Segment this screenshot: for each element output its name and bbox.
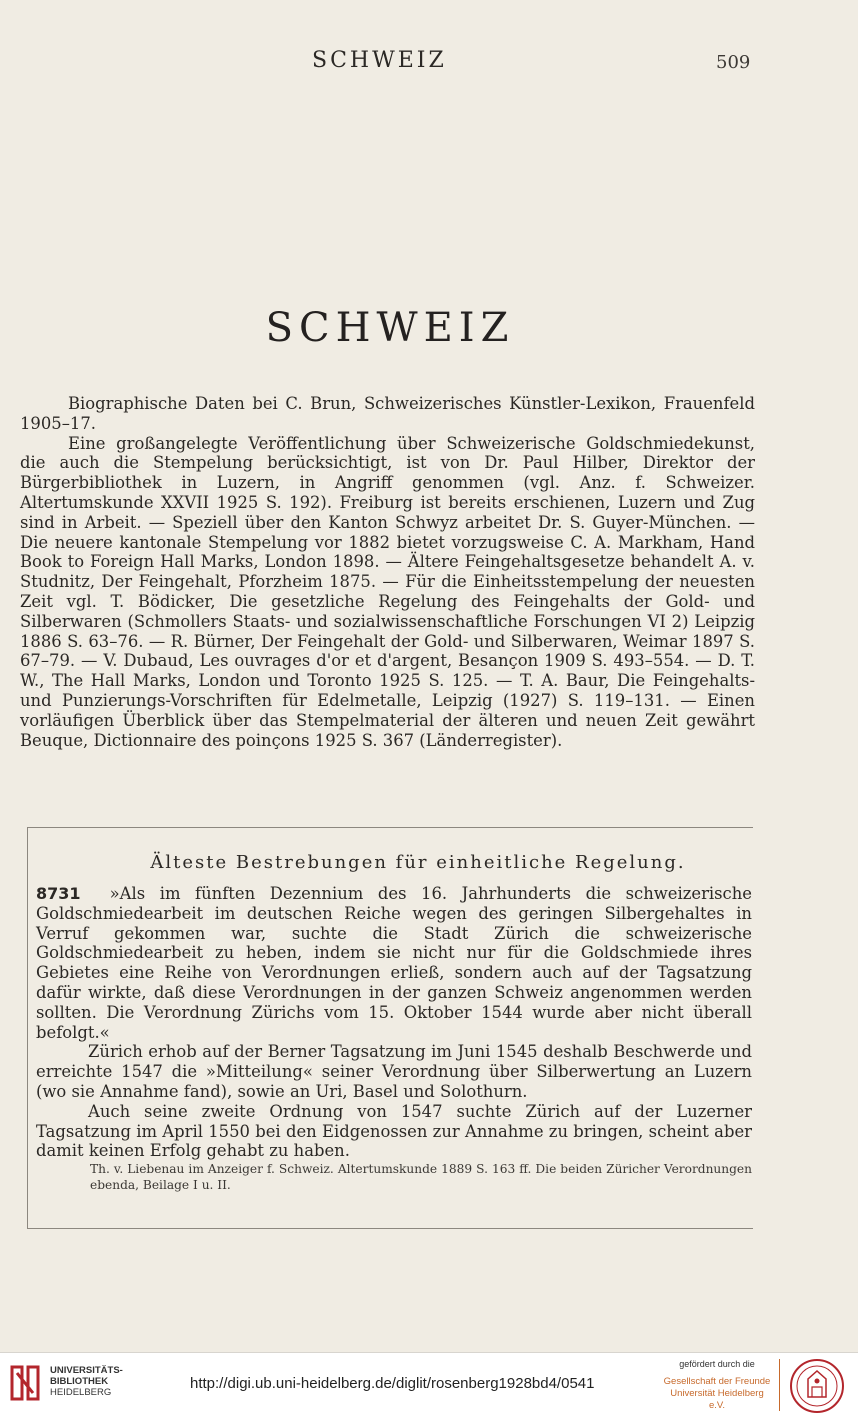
section-title: SCHWEIZ	[265, 305, 515, 351]
entry-paragraph: Auch seine zweite Ordnung von 1547 suchte Zürich auf der Luzerner Tagsatzung im April 1550 bei den Eidgenossen zur Annahme zu bringen, scheint aber damit keinen Erfolg gehabt zu haben.	[36, 1101, 752, 1161]
sponsor-label: gefördert durch die	[679, 1359, 755, 1369]
entry-box	[27, 827, 753, 1229]
intro-text	[20, 394, 755, 750]
library-name-line: UNIVERSITÄTS-	[50, 1365, 123, 1376]
permalink[interactable]: http://digi.ub.uni-heidelberg.de/diglit/rosenberg1928bd4/0541	[190, 1375, 595, 1392]
entry-paragraph: Zürich erhob auf der Berner Tagsatzung im Juni 1545 deshalb Beschwerde und erreichte 1547 die »Mitteilung« seiner Verordnung über Silberwertung an Luzern (wo sie Annahme fand), sowie an Uri, Basel und Solothurn.	[36, 1042, 752, 1101]
sponsor-name: Gesellschaft der Freunde	[663, 1376, 771, 1387]
entry-body	[36, 884, 752, 1193]
page-number: 509	[716, 52, 751, 73]
footer-divider	[779, 1359, 780, 1411]
entry-number: 8731	[36, 884, 81, 903]
sponsor-block	[662, 1359, 772, 1412]
university-seal-icon	[788, 1357, 846, 1415]
entry-heading: Älteste Bestrebungen für einheitliche Regelung.	[150, 852, 686, 873]
running-title: SCHWEIZ	[312, 48, 447, 73]
intro-paragraph: Eine großangelegte Veröffentlichung über Schweizerische Goldschmiedekunst, die auch die Stempelung berücksichtigt, ist von Dr. Paul Hilber, Direktor der Bürgerbibliothek in Luzern, in Angriff genommen (vgl. Anz. f. Schweizer. Altertumskunde XXVII 1925 S. 192). Freiburg ist bereits erschienen, Luzern und Zug sind in Arbeit. — Speziell über den Kanton Schwyz arbeitet Dr. S. Guyer-München. — Die neuere kantonale Stempelung vor 1882 bietet vorzugsweise C. A. Markham, Hand Book to Foreign Hall Marks, London 1898. — Ältere Feingehaltsgesetze behandelt A. v. Studnitz, Der Feingehalt, Pforzheim 1875. — Für die Einheitsstempelung der neuesten Zeit vgl. T. Bödicker, Die gesetzliche Regelung des Feingehalts der Gold- und Silberwaren (Schmollers Staats- und sozialwissenschaftliche Forschungen VI 2) Leipzig 1886 S. 63–76. — R. Bürner, Der Feingehalt der Gold- und Silberwaren, Weimar 1897 S. 67–79. — V. Dubaud, Les ouvrages d'or et d'argent, Besançon 1909 S. 493–554. — D. T. W., The Hall Marks, London und Toronto 1925 S. 125. — T. A. Baur, Die Feingehalts- und Punzierungs-Vorschriften für Edelmetalle, Leipzig (1927) S. 119–131. — Einen vorläufigen Überblick über das Stempelmaterial der älteren und neuen Zeit gewährt Beuque, Dictionnaire des poinçons 1925 S. 367 (Länderregister).	[20, 433, 755, 750]
entry-note: Th. v. Liebenau im Anzeiger f. Schweiz. Altertumskunde 1889 S. 163 ff. Die beiden Züricher Verordnungen ebenda, Beilage I u. II.	[90, 1162, 752, 1193]
sponsor-name: Universität Heidelberg e.V.	[670, 1388, 764, 1411]
running-head	[0, 48, 858, 78]
library-name-line: HEIDELBERG	[50, 1387, 112, 1398]
entry-paragraph	[36, 884, 752, 1042]
intro-paragraph: Biographische Daten bei C. Brun, Schweizerisches Künstler-Lexikon, Frauenfeld 1905–17.	[20, 394, 755, 433]
library-name	[50, 1365, 123, 1398]
library-name-line: BIBLIOTHEK	[50, 1376, 109, 1387]
library-logo-icon	[8, 1361, 42, 1405]
footer-bar	[0, 1352, 858, 1416]
entry-paragraph-text: »Als im fünften Dezennium des 16. Jahrhunderts die schweizerische Goldschmiedearbeit im deutschen Reiche wegen des geringen Silbergehaltes in Verruf gekommen war, suchte die Stadt Zürich die schweizerische Goldschmiedearbeit zu heben, indem sie nicht nur für die Goldschmiede ihres Gebietes eine Reihe von Verordnungen erließ, sondern auch auf der Tagsatzung dafür wirkte, daß diese Verordnungen in der ganzen Schweiz angenommen werden sollten. Die Verordnung Zürichs vom 15. Oktober 1544 wurde aber nicht überall befolgt.«	[36, 884, 752, 1042]
